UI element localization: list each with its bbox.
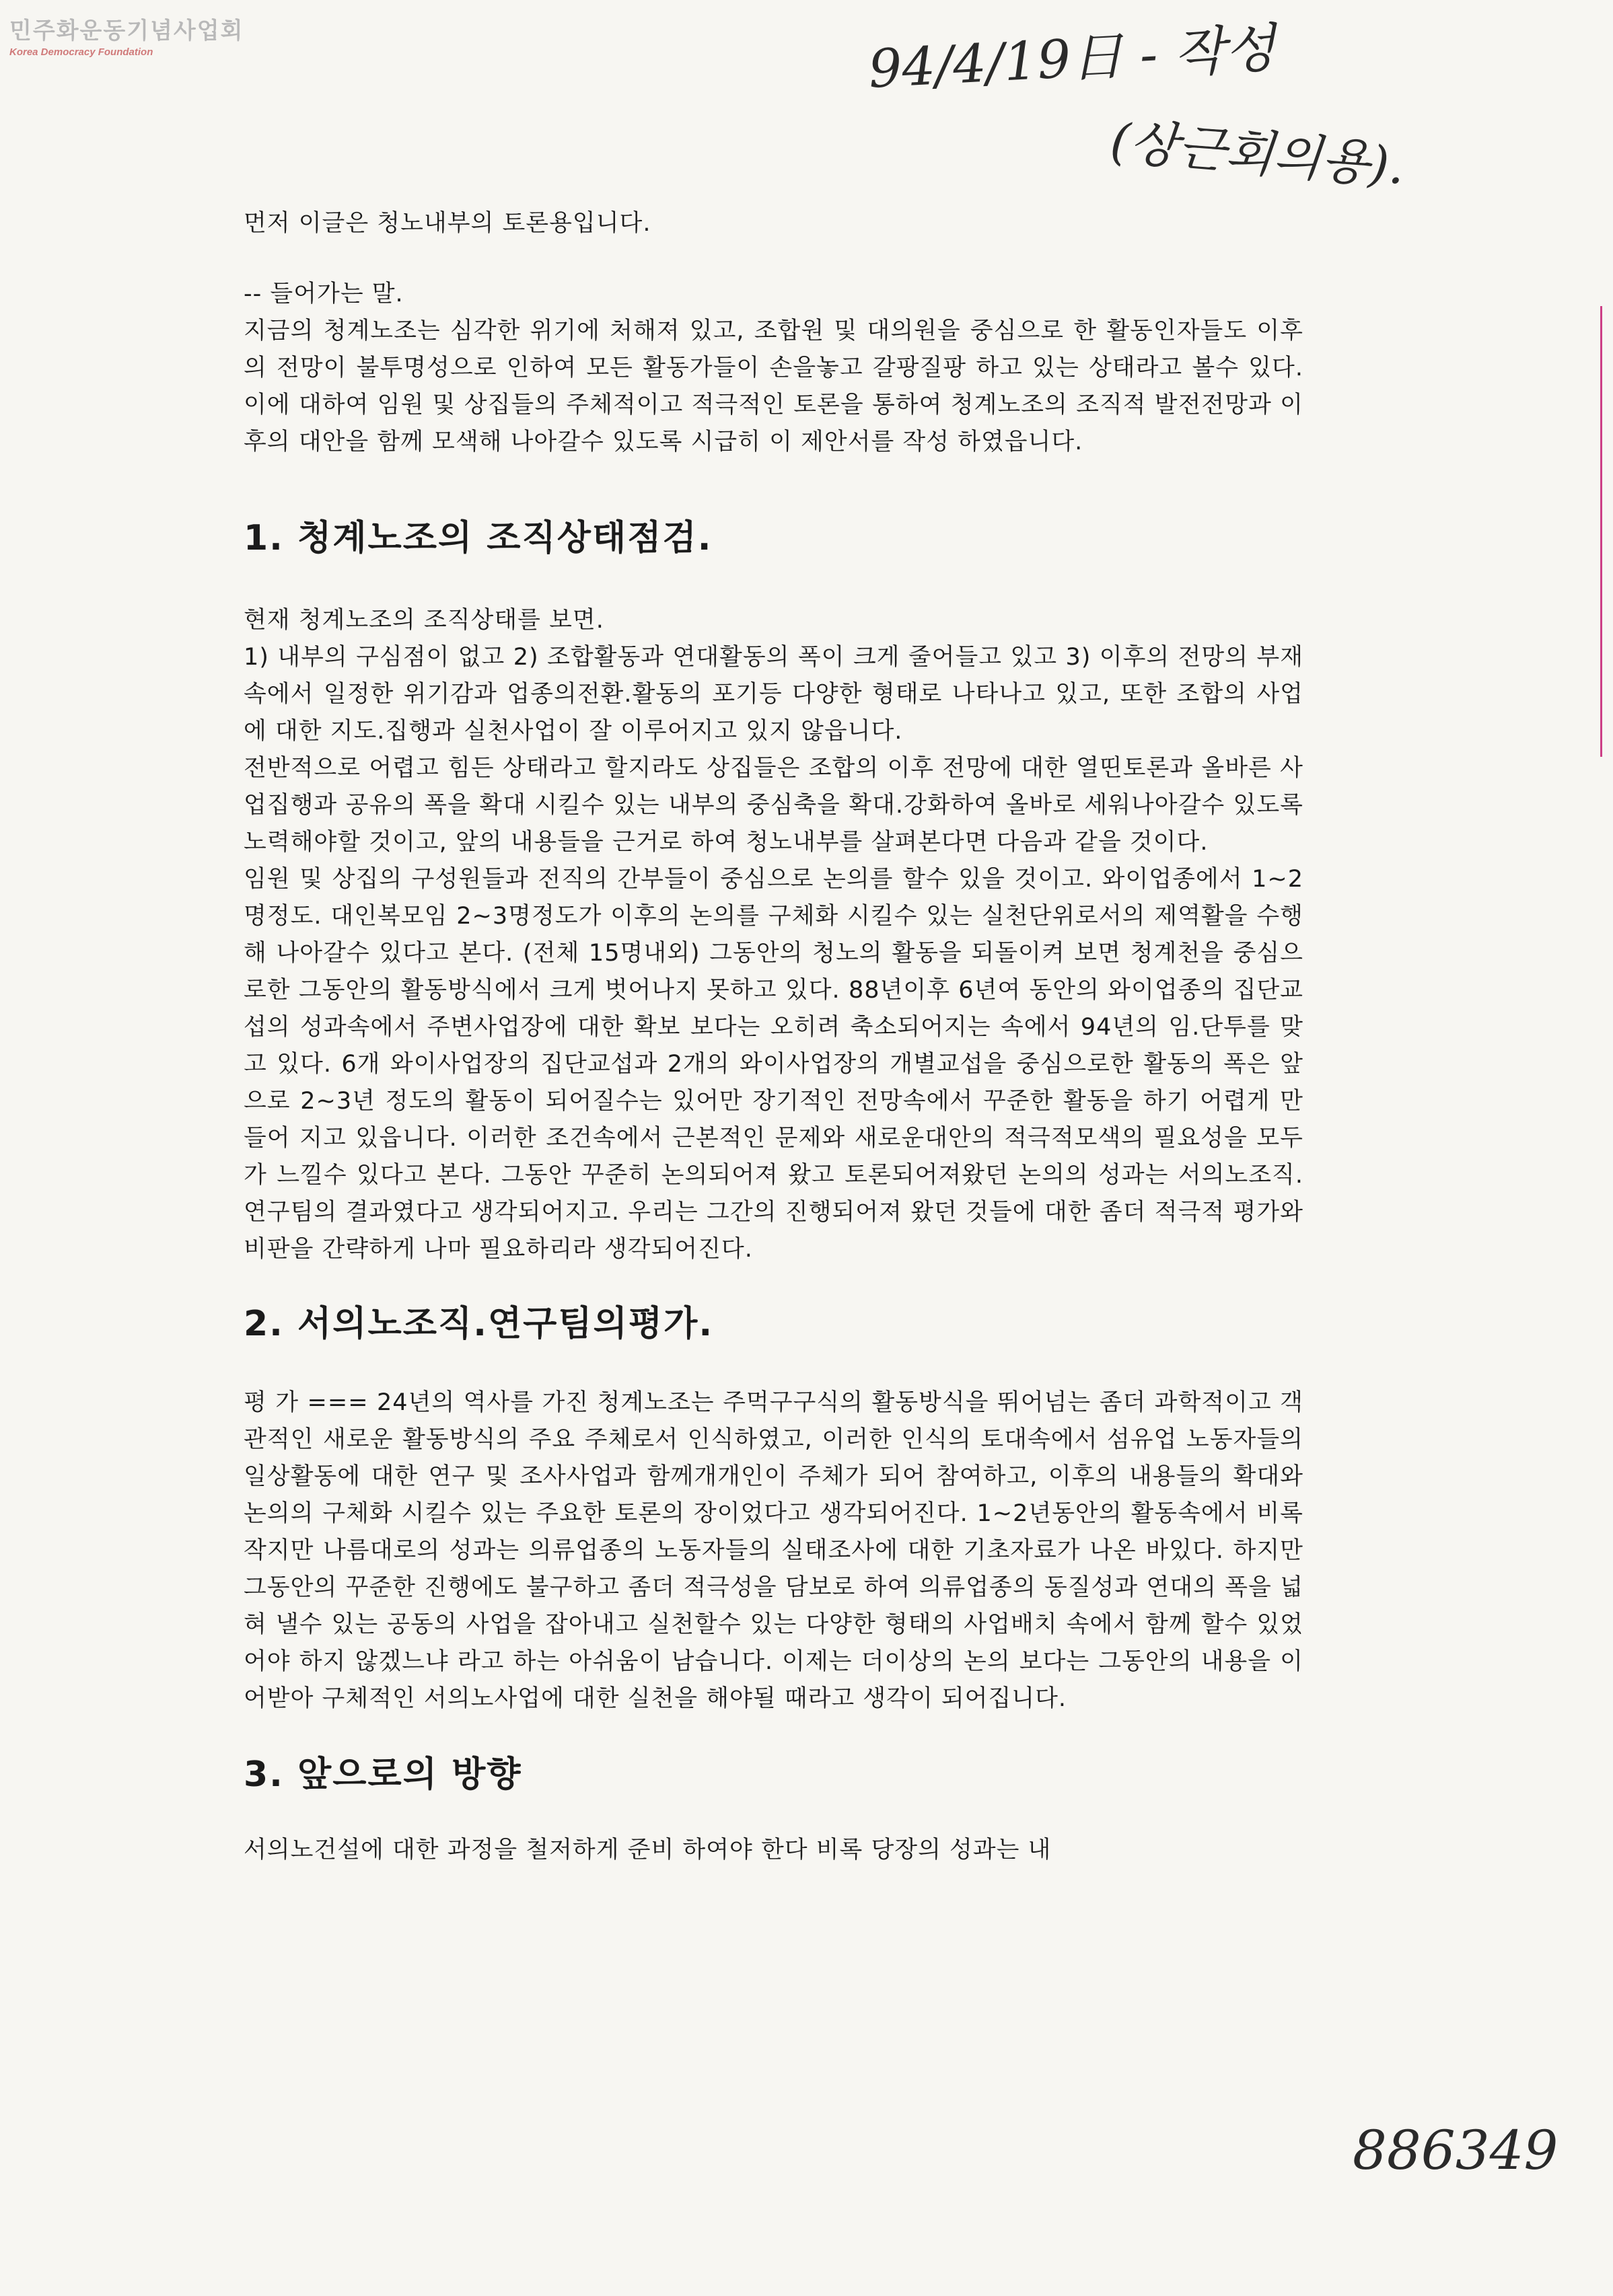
watermark-english: Korea Democracy Foundation xyxy=(9,46,153,58)
section-paragraph: 임원 및 상집의 구성원들과 전직의 간부들이 중심으로 논의를 할수 있을 것이고. 와이업종에서 1~2명정도. 대인복모임 2~3명정도가 이후의 논의를 구체화 시킬수 있는 실천단위로서의 제역활을 수행해 나아갈수 있다고 본다. (전체 15명내외) 그동안의 청노의 활동을 되돌이켜 보면 청계천을 중심으로한 그동안의 활동방식에서 크게 벗어나지 못하고 있다. 88년이후 6년여 동안의 와이업종의 집단교섭의 성과속에서 주변사업장에 대한 확보 보다는 오히려 축소되어지는 속에서 94년의 임.단투를 맞고 있다. 6개 와이사업장의 집단교섭과 2개의 와이사업장의 개별교섭을 중심으로한 활동의 폭은 앞으로 2~3년 정도의 활동이 되어질수는 있어만 장기적인 전망속에서 꾸준한 활동을 하기 어렵게 만들어 지고 있읍니다. 이러한 조건속에서 근본적인 문제와 새로운대안의 적극적모색의 필요성을 모두가 느낄수 있다고 본다. 그동안 꾸준히 논의되어져 왔고 토론되어져왔던 논의의 성과는 서의노조직.연구팀의 결과였다고 생각되어지고. 우리는 그간의 진행되어져 왔던 것들에 대한 좀더 적극적 평가와 비판을 간략하게 나마 필요하리라 생각되어진다. xyxy=(244,866,1303,1263)
handwritten-meeting-note: (상근회의용). xyxy=(1108,112,1408,196)
handwritten-archive-number: 886349 xyxy=(1353,2119,1558,2182)
section-paragraph: 1) 내부의 구심점이 없고 2) 조합활동과 연대활동의 폭이 크게 줄어들고 있고 3) 이후의 전망의 부재속에서 일정한 위기감과 업종의전환.활동의 포기등 다양한 형태로 나타나고 있고, 또한 조합의 사업에 대한 지도.집행과 실천사업이 잘 이루어지고 있지 않읍니다. xyxy=(244,644,1303,745)
lead-in-paragraph: 지금의 청계노조는 심각한 위기에 처해져 있고, 조합원 및 대의원을 중심으로 한 활동인자들도 이후의 전망이 불투명성으로 인하여 모든 활동가들이 손을놓고 갈팡질팡 하고 있는 상태라고 볼수 있다. 이에 대하여 임원 및 상집들의 주체적이고 적극적인 토론을 통하여 청계노조의 조직적 발전전망과 이후의 대안을 함께 모색해 나아갈수 있도록 시급히 이 제안서를 작성 하였읍니다. xyxy=(244,318,1303,455)
section-paragraph: 현재 청계노조의 조직상태를 보면. xyxy=(244,607,604,634)
section-paragraph: 평 가 === 24년의 역사를 가진 청계노조는 주먹구구식의 활동방식을 뛰어넘는 좀더 과학적이고 객관적인 새로운 활동방식의 주요 주체로서 인식하였고, 이러한 인식의 토대속에서 섬유업 노동자들의 일상활동에 대한 연구 및 조사사업과 함께개개인이 주체가 되어 참여하고, 이후의 내용들의 확대와 논의의 구체화 시킬수 있는 주요한 토론의 장이었다고 생각되어진다. 1~2년동안의 활동속에서 비록 작지만 나름대로의 성과는 의류업종의 노동자들의 실태조사에 대한 기초자료가 나온 바있다. 하지만 그동안의 꾸준한 진행에도 불구하고 좀더 적극성을 담보로 하여 의류업종의 동질성과 연대의 폭을 넓혀 낼수 있는 공동의 사업을 잡아내고 실천할수 있는 다양한 형태의 사업배치 속에서 함께 할수 있었어야 하지 않겠느냐 라고 하는 아쉬움이 남습니다. 이제는 더이상의 논의 보다는 그동안의 내용을 이어받아 구체적인 서의노사업에 대한 실천을 해야될 때라고 생각이 되어집니다. xyxy=(244,1389,1303,1712)
watermark-logo xyxy=(9,12,244,58)
page-edge-mark xyxy=(1600,306,1602,757)
lead-in-label: -- 들어가는 말. xyxy=(244,281,404,307)
watermark-korean: 민주화운동기념사업회 xyxy=(9,17,244,44)
document-body xyxy=(244,205,1303,1869)
section-heading: 3. 앞으로의 방향 xyxy=(244,1754,522,1795)
section-heading: 2. 서의노조직.연구팀의평가. xyxy=(244,1304,714,1344)
intro-line: 먼저 이글은 청노내부의 토론용입니다. xyxy=(244,210,651,237)
section-heading: 1. 청계노조의 조직상태점검. xyxy=(244,518,713,558)
handwritten-date-note: 94/4/19日 - 작성 xyxy=(867,18,1277,100)
section-paragraph: 전반적으로 어렵고 힘든 상태라고 할지라도 상집들은 조합의 이후 전망에 대한 열띤토론과 올바른 사업집행과 공유의 폭을 확대 시킬수 있는 내부의 중심축을 확대.강화하여 올바로 세워나아갈수 있도록 노력해야할 것이고, 앞의 내용들을 근거로 하여 청노내부를 살펴본다면 다음과 같을 것이다. xyxy=(244,755,1303,856)
section-paragraph: 서의노건설에 대한 과정을 철저하게 준비 하여야 한다 비록 당장의 성과는 내 xyxy=(244,1837,1052,1863)
